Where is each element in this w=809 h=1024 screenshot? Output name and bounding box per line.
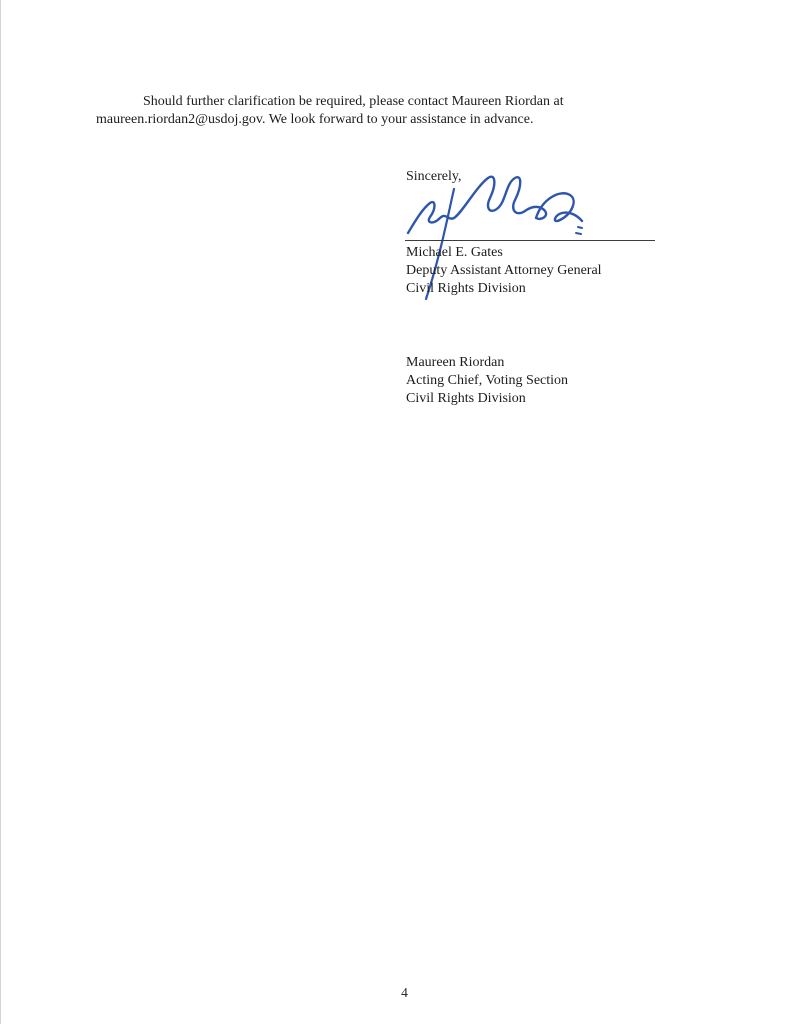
contact-block [406,354,568,408]
signer-division: Civil Rights Division [406,281,526,296]
page-number: 4 [401,985,408,1000]
signature-line [405,224,655,241]
signer-block [406,244,602,298]
signer-title: Deputy Assistant Attorney General [406,263,602,278]
contact-division: Civil Rights Division [406,391,526,406]
body-paragraph: Should further clarification be required, please contact Maureen Riordan at maureen.riordan2@usdoj.gov. We look forward to your assistance in advance. [96,94,564,127]
contact-name: Maureen Riordan [406,355,505,370]
signer-name: Michael E. Gates [406,245,503,260]
closing-salutation: Sincerely, [406,169,462,184]
contact-title: Acting Chief, Voting Section [406,373,569,388]
page-left-edge [0,0,1,1024]
